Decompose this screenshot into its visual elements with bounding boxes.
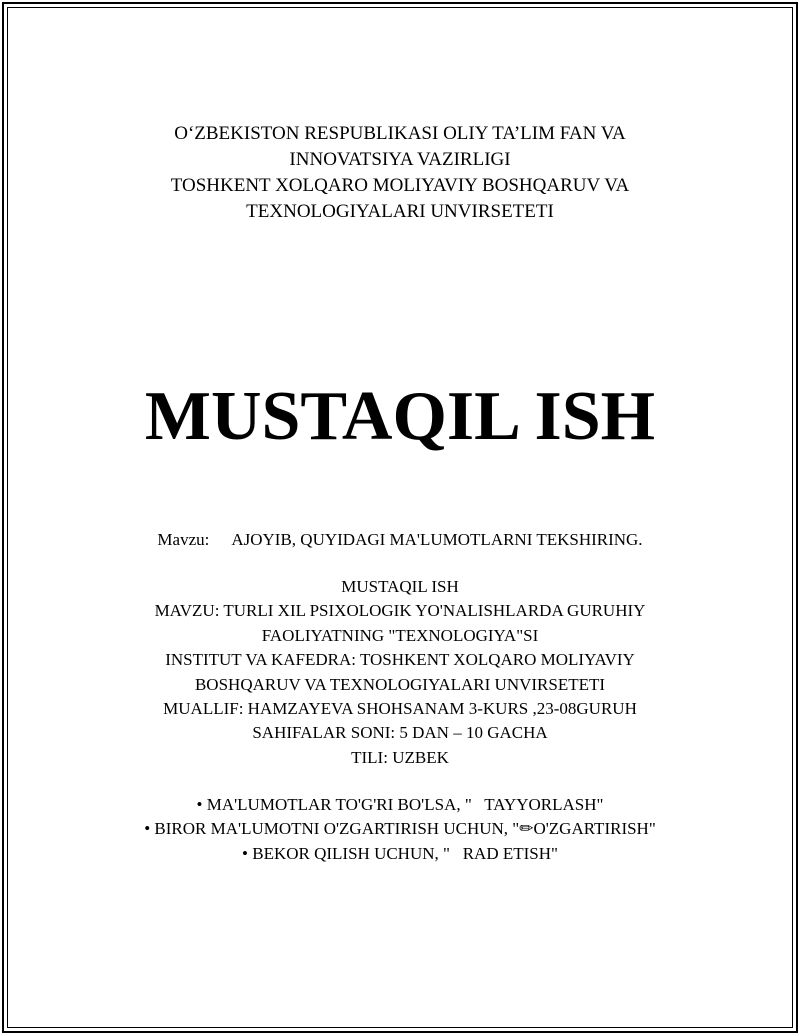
ministry-header <box>0 121 800 225</box>
details-line-8: TILI: UZBEK <box>351 747 449 767</box>
document-details <box>0 575 800 770</box>
list-item: • BEKOR QILISH UCHUN, " RAD ETISH" <box>242 843 558 863</box>
topic-label: Mavzu: <box>157 530 210 549</box>
list-item: • MA'LUMOTLAR TO'G'RI BO'LSA, " TAYYORLASH" <box>196 795 604 814</box>
header-line-3: TOSHKENT XOLQARO MOLIYAVIY BOSHQARUV VA <box>170 175 630 196</box>
details-line-7: SAHIFALAR SONI: 5 DAN – 10 GACHA <box>252 723 548 743</box>
details-line-1: MUSTAQIL ISH <box>341 577 459 596</box>
document-title: MUSTAQIL ISH <box>144 378 656 455</box>
header-line-2: INNOVATSIYA VAZIRLIGI <box>289 149 511 170</box>
details-line-5: BOSHQARUV VA TEXNOLOGIYALARI UNVIRSETETI <box>194 674 606 694</box>
details-line-3: FAOLIYATNING "TEXNOLOGIYA"SI <box>261 625 539 645</box>
instruction-list <box>0 793 800 866</box>
topic-line <box>0 528 800 552</box>
topic-value: AJOYIB, QUYIDAGI MA'LUMOTLARNI TEKSHIRING. <box>231 530 643 549</box>
details-line-2: MAVZU: TURLI XIL PSIXOLOGIK YO'NALISHLARDA GURUHIY <box>154 601 646 621</box>
list-item: • BIROR MA'LUMOTNI O'ZGARTIRISH UCHUN, "✏O'ZGARTIRISH" <box>144 819 656 839</box>
header-line-4: TEXNOLOGIYALARI UNVIRSETETI <box>246 201 554 222</box>
header-line-1: O‘ZBEKISTON RESPUBLIKASI OLIY TA’LIM FAN VA <box>174 123 626 144</box>
details-line-4: INSTITUT VA KAFEDRA: TOSHKENT XOLQARO MOLIYAVIY <box>165 650 635 670</box>
details-line-6: MUALLIF: HAMZAYEVA SHOHSANAM 3-KURS ,23-08GURUH <box>163 699 637 719</box>
